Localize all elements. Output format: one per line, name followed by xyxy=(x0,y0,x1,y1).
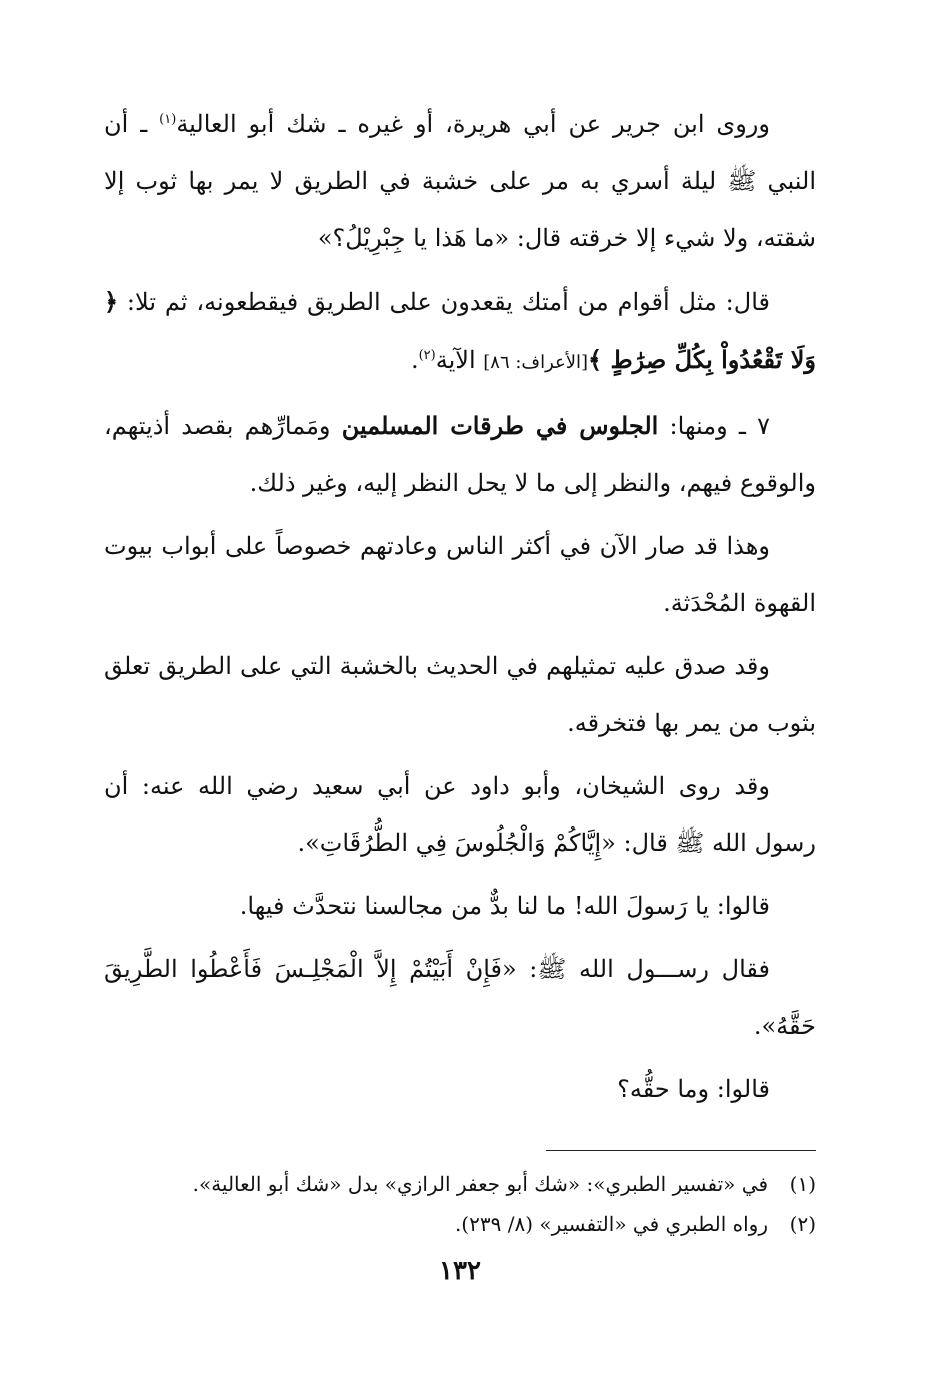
paragraph-3-bold-heading: الجلوس في طرقات المسلمين xyxy=(341,411,659,440)
footnote-marker-2[interactable]: (٢) xyxy=(418,348,436,363)
footnotes xyxy=(104,1164,816,1244)
paragraph-4: وهذا قد صار الآن في أكثر الناس وعادتهم خصوصاً على أبواب بيوت القهوة المُحْدَثة. xyxy=(104,532,816,617)
page-body xyxy=(104,96,816,1336)
footnote-2-text: رواه الطبري في «التفسير» (٨/ ٢٣٩). xyxy=(454,1212,768,1236)
quran-verse: ﴿ وَلَا تَقْعُدُواْ بِكُلِّ صِرَٰطٍ ﴾ xyxy=(104,287,816,374)
footnote-1 xyxy=(104,1164,816,1204)
paragraph-3 xyxy=(104,397,816,512)
footnote-1-text: في «تفسير الطبري»: «شك أبو جعفر الرازي» بدل «شك أبو العالية». xyxy=(192,1172,768,1196)
page-number: ١٣٢ xyxy=(439,1256,481,1286)
footnote-marker-1[interactable]: (١) xyxy=(159,112,177,127)
verse-reference: [الأعراف: ٨٦] xyxy=(483,352,589,373)
paragraph-1 xyxy=(104,96,816,267)
paragraph-6: وقد روى الشيخان، وأبو داود عن أبي سعيد رضي الله عنه: أن رسول الله ﷺ قال: «إِيَّاكُمْ وَالْجُلُوسَ فِي الطُّرُقَاتِ». xyxy=(104,772,816,857)
paragraph-3-text-a: ٧ ـ ومنها: xyxy=(658,412,770,440)
footnote-2 xyxy=(104,1204,816,1244)
paragraph-3-text-b: ومَمارِّهم بقصد أذيتهم، والوقوع فيهم، والنظر إلى ما لا يحل النظر إليه، وغير ذلك. xyxy=(104,412,816,497)
paragraph-2-text-c: . xyxy=(410,346,419,374)
paragraph-2 xyxy=(104,273,816,391)
footnote-2-number: (٢) xyxy=(789,1212,816,1236)
paragraph-7: قالوا: يا رَسولَ الله! ما لنا بدٌّ من مجالسنا نتحدَّث فيها. xyxy=(239,892,770,920)
paragraph-5: وقد صدق عليه تمثيلهم في الحديث بالخشبة التي على الطريق تعلق بثوب من يمر بها فتخرقه. xyxy=(104,652,816,737)
paragraph-1-text-b: ـ أن النبي ﷺ ليلة أسري به مر على خشبة في الطريق لا يمر بها ثوب إلا شقته، ولا شيء إلا خرقته قال: «ما هَذا يا جِبْرِيْلُ؟» xyxy=(104,110,816,252)
paragraph-9: قالوا: وما حقُّه؟ xyxy=(617,1075,770,1103)
footnote-divider xyxy=(546,1150,816,1151)
paragraph-2-text-a: قال: مثل أقوام من أمتك يقعدون على الطريق فيقطعونه، ثم تلا: xyxy=(118,288,770,316)
paragraph-8: فقال رســـول الله ﷺ: «فَإِنْ أَبَيْتُمْ إِلاَّ الْمَجْلِـسَ فَأَعْطُوا الطَّرِيقَ حَقَّهُ». xyxy=(104,955,816,1040)
footnote-1-number: (١) xyxy=(789,1172,816,1196)
paragraph-1-text-a: وروى ابن جرير عن أبي هريرة، أو غيره ـ شك أبو العالية xyxy=(176,110,770,138)
paragraph-2-text-b: الآية xyxy=(435,346,484,374)
